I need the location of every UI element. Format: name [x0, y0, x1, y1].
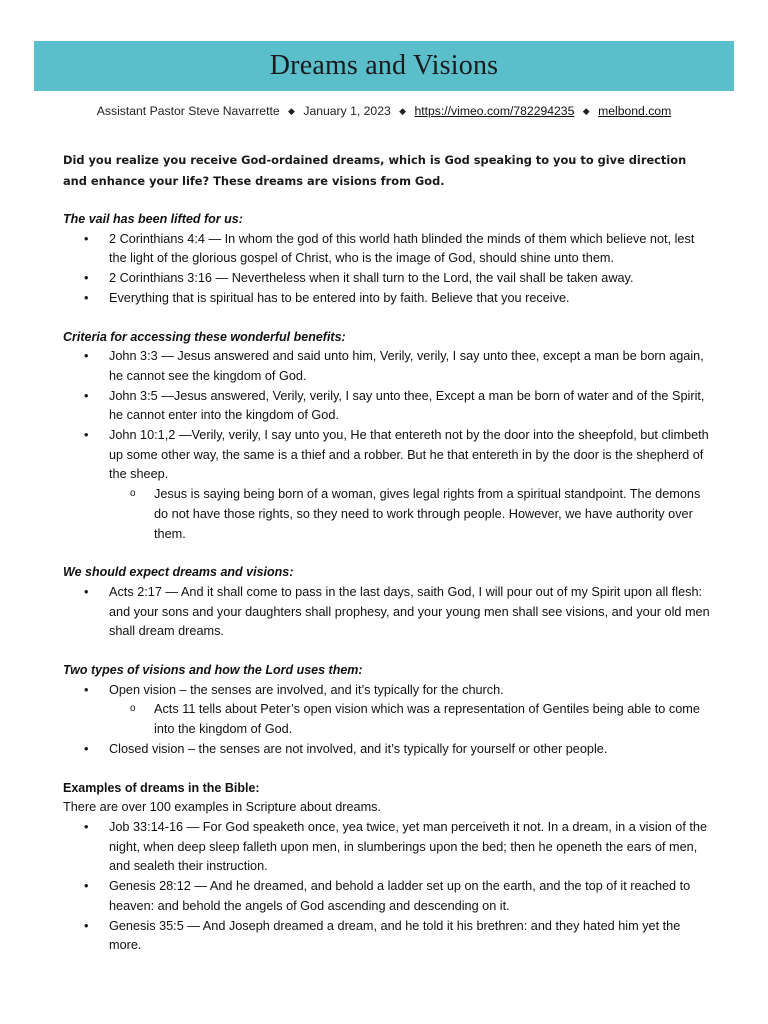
page-title: Dreams and Visions: [269, 50, 499, 81]
section-heading-vail: The vail has been lifted for us:: [63, 212, 243, 226]
document-body: [63, 150, 713, 956]
list-item: • Closed vision – the senses are not involved, and it’s typically for yourself or other people.: [63, 740, 713, 760]
list-item: [63, 426, 713, 544]
section-heading-expect: We should expect dreams and visions:: [63, 565, 294, 580]
section-heading-types: Two types of visions and how the Lord uses them:: [63, 663, 363, 678]
section-heading-criteria: Criteria for accessing these wonderful benefits:: [63, 329, 346, 344]
list-item: [63, 681, 713, 740]
site-link[interactable]: melbond.com: [598, 104, 672, 118]
title-banner: [34, 41, 734, 91]
criteria-sublist: [109, 485, 713, 544]
diamond-separator-icon: ◆: [582, 106, 590, 116]
video-link[interactable]: https://vimeo.com/782294235: [414, 104, 575, 118]
list-item: • John 3:3 — Jesus answered and said unto him, Verily, verily, I say unto thee, except a man be born again, he cannot see the kingdom of God.: [63, 347, 713, 386]
types-sublist: [109, 700, 713, 739]
vail-list: [63, 230, 713, 309]
list-item: • Genesis 28:12 — And he dreamed, and behold a ladder set up on the earth, and the top of it reached to heaven: and behold the angels of God ascending and descending on it.: [63, 877, 713, 916]
list-item-text: John 10:1,2 —Verily, verily, I say unto you, He that entereth not by the door into the sheepfold, but climbeth up some other way, the same is a thief and a robber. But he that entereth in by the door is the shepherd of the sheep.: [109, 428, 709, 482]
author-name: Assistant Pastor Steve Navarrette: [96, 104, 280, 118]
list-item-text: Open vision – the senses are involved, and it’s typically for the church.: [109, 682, 504, 697]
examples-list: [63, 818, 713, 956]
sub-list-item: o Jesus is saying being born of a woman, gives legal rights from a spiritual standpoint. The demons do not have those rights, so they need to work through people. However, we have authority over them.: [63, 485, 713, 544]
diamond-separator-icon: ◆: [288, 106, 295, 116]
intro-paragraph: Did you realize you receive God-ordained dreams, which is God speaking to you to give direction and enhance your life? These dreams are visions from God.: [63, 153, 687, 188]
list-item: • 2 Corinthians 3:16 — Nevertheless when it shall turn to the Lord, the vail shall be taken away.: [63, 269, 713, 289]
examples-lead: There are over 100 examples in Scripture about dreams.: [63, 800, 382, 815]
list-item: • 2 Corinthians 4:4 — In whom the god of this world hath blinded the minds of them which believe not, lest the light of the glorious gospel of Christ, who is the image of God, should shine unto them.: [63, 230, 713, 269]
diamond-separator-icon: ◆: [399, 106, 407, 116]
types-list: [63, 681, 713, 760]
section-heading-examples: Examples of dreams in the Bible:: [63, 780, 260, 795]
list-item: • Everything that is spiritual has to be entered into by faith. Believe that you receive.: [63, 289, 713, 309]
sub-list-item: o Acts 11 tells about Peter’s open vision which was a representation of Gentiles being able to come into the kingdom of God.: [63, 700, 713, 739]
list-item: • John 3:5 —Jesus answered, Verily, verily, I say unto thee, Except a man be born of water and of the Spirit, he cannot enter into the kingdom of God.: [63, 387, 713, 426]
byline: [34, 104, 734, 118]
list-item: • Genesis 35:5 — And Joseph dreamed a dream, and he told it his brethren: and they hated him yet the more.: [63, 917, 713, 956]
expect-list: [63, 583, 713, 642]
list-item: • Job 33:14-16 — For God speaketh once, yea twice, yet man perceiveth it not. In a dream, in a vision of the night, when deep sleep falleth upon men, in slumberings upon the bed; then he openeth the ears of men, and sealeth their instruction.: [63, 818, 713, 877]
criteria-list: [63, 347, 713, 544]
sermon-date: January 1, 2023: [303, 104, 391, 118]
list-item: • Acts 2:17 — And it shall come to pass in the last days, saith God, I will pour out of my Spirit upon all flesh: and your sons and your daughters shall prophesy, and your young men shall see visions, and your old men shall dream dreams.: [63, 583, 713, 642]
